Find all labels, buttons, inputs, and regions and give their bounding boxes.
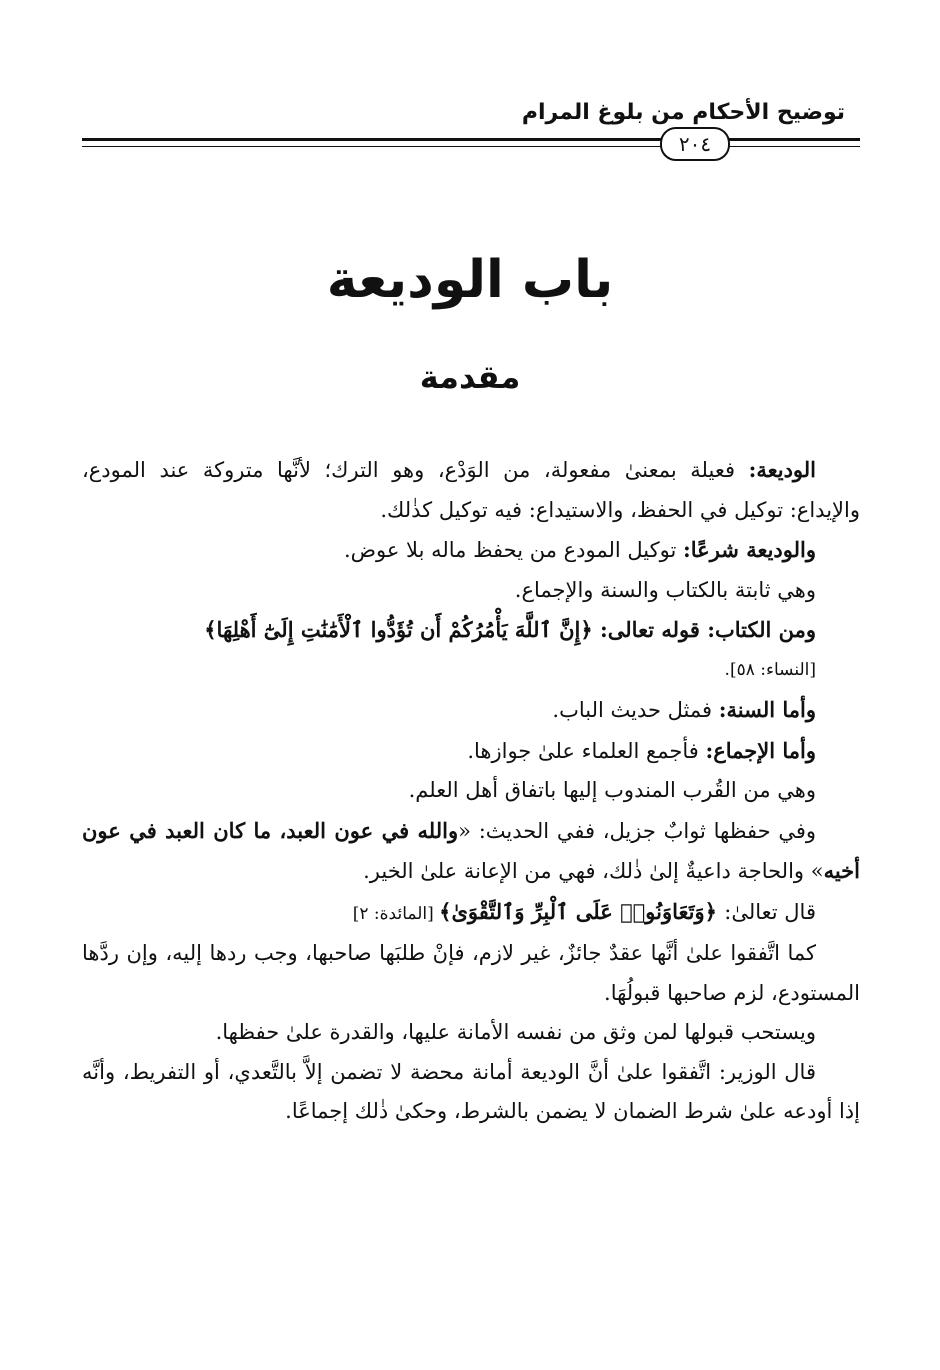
term: والوديعة شرعًا: bbox=[683, 537, 816, 562]
paragraph-virtue: وهي من القُرب المندوب إليها باتفاق أهل العلم. bbox=[408, 778, 816, 802]
section-title: مقدمة bbox=[419, 358, 521, 396]
term: ومن الكتاب: bbox=[707, 617, 816, 642]
hadith-text: والله في عون العبد، ما كان العبد في عون أخيه bbox=[82, 817, 860, 883]
paragraph-quran-evidence: ومن الكتاب: قوله تعالى: ﴿إِنَّ ٱللَّهَ يَأْمُرُكُمْ أَن تُؤَدُّوا ٱلْأَمَٰنَٰتِ إِلَىٰٓ أَهْلِهَا﴾ [النساء: ٥٨]. bbox=[82, 610, 860, 690]
paragraph-sunnah: وأما السنة: فمثل حديث الباب. bbox=[552, 697, 816, 722]
paragraph-definition: الوديعة: فعيلة بمعنىٰ مفعولة، من الوَدْع، وهو الترك؛ لأنَّها متروكة عند المودع، والإيداع: توكيل في الحفظ، والاستيداع: فيه توكيل كذٰلك. bbox=[82, 457, 860, 522]
chapter-title: باب الوديعة bbox=[326, 250, 614, 310]
paragraph-quran-cooperation: قال تعالىٰ: ﴿وَتَعَاوَنُوا۟ عَلَى ٱلْبِرِّ وَٱلتَّقْوَىٰ﴾ [المائدة: ٢] bbox=[352, 898, 816, 924]
header-rule bbox=[82, 136, 860, 150]
paragraph-hadith: وفي حفظها ثوابٌ جزيل، ففي الحديث: «والله في عون العبد، ما كان العبد في عون أخيه» والحاجة داعيةٌ إلىٰ ذٰلك، فهي من الإعانة علىٰ الخير. bbox=[82, 817, 860, 883]
paragraph-contract: كما اتَّفقوا علىٰ أنَّها عقدٌ جائزٌ، غير لازم، فإنْ طلبَها صاحبها، وجب ردها إليه، وإن ردَّها المستودع، لزم صاحبها قبولُهَا. bbox=[82, 941, 860, 1005]
paragraph-recommended: ويستحب قبولها لمن وثق من نفسه الأمانة عليها، والقدرة علىٰ حفظها. bbox=[215, 1020, 816, 1044]
verse-reference: [النساء: ٥٨]. bbox=[724, 659, 816, 680]
running-title: توضيح الأحكام من بلوغ المرام bbox=[521, 100, 845, 125]
paragraph-proof: وهي ثابتة بالكتاب والسنة والإجماع. bbox=[514, 577, 816, 602]
verse-reference: [المائدة: ٢] bbox=[352, 903, 440, 924]
paragraph-wazir: قال الوزير: اتَّفقوا علىٰ أنَّ الوديعة أمانة محضة لا تضمن إلاَّ بالتَّعدي، أو التفريط، وأنَّه إذا أودعه علىٰ شرط الضمان لا يضمن بالشرط، وحكىٰ ذٰلك إجماعًا. bbox=[82, 1059, 860, 1123]
quran-verse: ﴿إِنَّ ٱللَّهَ يَأْمُرُكُمْ أَن تُؤَدُّوا ٱلْأَمَٰنَٰتِ إِلَىٰٓ أَهْلِهَا﴾ bbox=[204, 617, 601, 642]
body-text bbox=[82, 450, 860, 1132]
term: وأما الإجماع: bbox=[705, 737, 816, 763]
term: وأما السنة: bbox=[718, 697, 816, 722]
paragraph-shari-definition: والوديعة شرعًا: توكيل المودع من يحفظ ماله بلا عوض. bbox=[343, 537, 816, 562]
quran-verse: ﴿وَتَعَاوَنُوا۟ عَلَى ٱلْبِرِّ وَٱلتَّقْوَىٰ﴾ bbox=[439, 898, 725, 924]
term: الوديعة: bbox=[748, 457, 816, 482]
page-number: ٢٠٤ bbox=[660, 127, 730, 161]
paragraph-ijma: وأما الإجماع: فأجمع العلماء علىٰ جوازها. bbox=[467, 737, 816, 763]
